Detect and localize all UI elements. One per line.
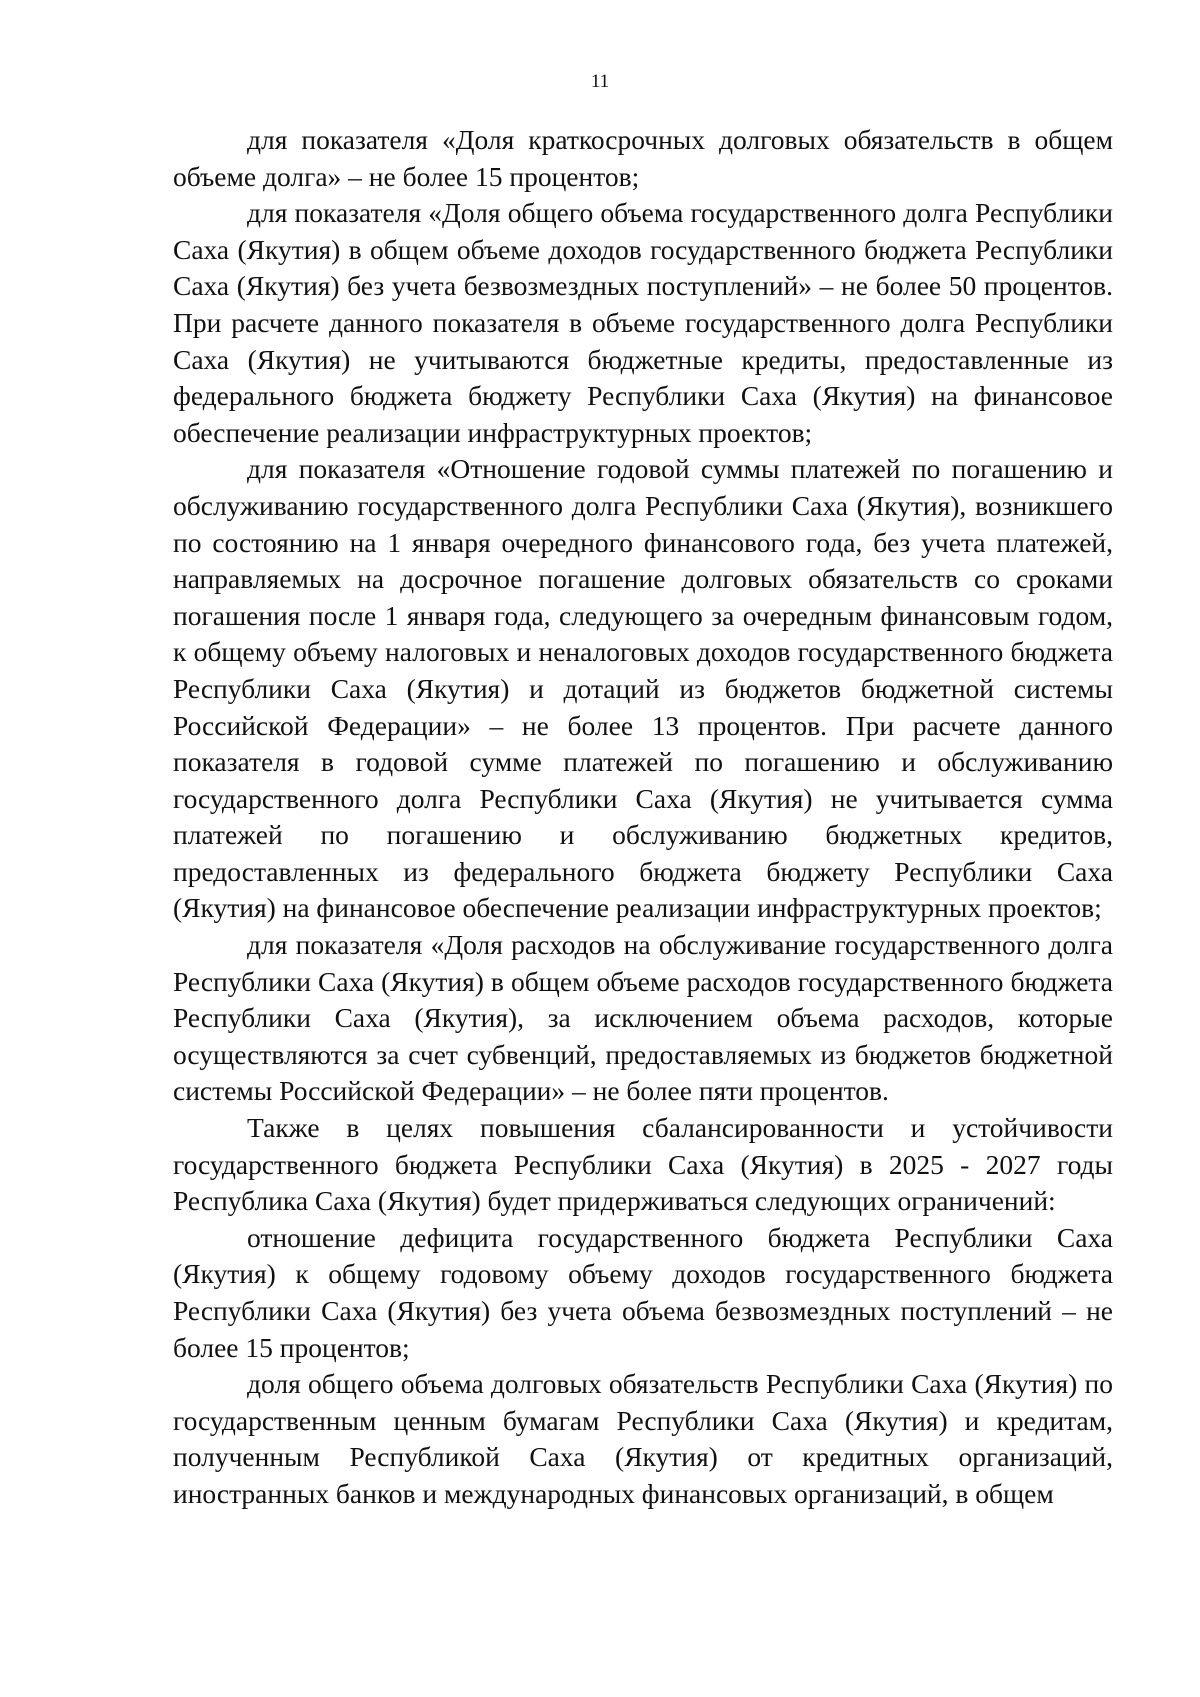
paragraph-debt-obligations-share: доля общего объема долговых обязательств Республики Саха (Якутия) по государственным ценным бумагам Республики Саха (Якутия) и кредитам, полученным Республикой Саха (Якутия) от кредитных организаций, иностранных банков и международных финансовых организаций, в общем (173, 1368, 1113, 1509)
paragraph-deficit-ratio: отношение дефицита государственного бюджета Республики Саха (Якутия) к общему годовому объему доходов государственного бюджета Республики Саха (Якутия) без учета объема безвозмездных поступлений – не более 15 процентов; (173, 1221, 1113, 1363)
paragraph-short-term-debt-share: для показателя «Доля краткосрочных долговых обязательств в общем объеме долга» – не более 15 процентов; (173, 124, 1113, 192)
page-number: 11 (590, 71, 610, 92)
paragraph-total-debt-share: для показателя «Доля общего объема государственного долга Республики Саха (Якутия) в общем объеме доходов государственного бюджета Республики Саха (Якутия) без учета безвозмездных поступлений» – не более 50 процентов. При расчете данного показателя в объеме государственного долга Республики Саха (Якутия) не учитываются бюджетные кредиты, предоставленные из федерального бюджета бюджету Республики Саха (Якутия) на финансовое обеспечение реализации инфраструктурных проектов; (173, 197, 1113, 448)
paragraph-budget-restrictions-intro: Также в целях повышения сбалансированности и устойчивости государственного бюджета Республики Саха (Якутия) в 2025 - 2027 годы Республика Саха (Якутия) будет придерживаться следующих ограничений: (173, 1112, 1113, 1217)
document-body (173, 122, 1113, 1513)
paragraph-debt-payments-ratio: для показателя «Отношение годовой суммы платежей по погашению и обслуживанию государственного долга Республики Саха (Якутия), возникшего по состоянию на 1 января очередного финансового года, без учета платежей, направляемых на досрочное погашение долговых обязательств со сроками погашения после 1 января года, следующего за очередным финансовым годом, к общему объему налоговых и неналоговых доходов государственного бюджета Республики Саха (Якутия) и дотаций из бюджетов бюджетной системы Российской Федерации» – не более 13 процентов. При расчете данного показателя в годовой сумме платежей по погашению и обслуживанию государственного долга Республики Саха (Якутия) не учитывается сумма платежей по погашению и обслуживанию бюджетных кредитов, предоставленных из федерального бюджета бюджету Республики Саха (Якутия) на финансовое обеспечение реализации инфраструктурных проектов; (173, 453, 1113, 924)
paragraph-debt-service-expenses: для показателя «Доля расходов на обслуживание государственного долга Республики Саха (Якутия) в общем объеме расходов государственного бюджета Республики Саха (Якутия), за исключением объема расходов, которые осуществляются за счет субвенций, предоставляемых из бюджетов бюджетной системы Российской Федерации» – не более пяти процентов. (173, 929, 1113, 1107)
